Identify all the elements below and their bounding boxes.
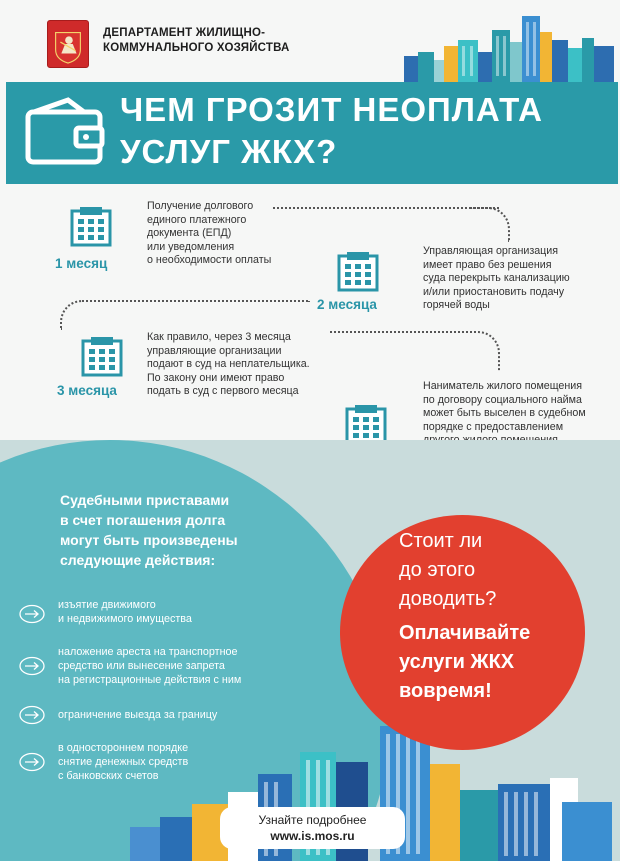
arrow-right-icon bbox=[18, 604, 46, 624]
cta-question bbox=[399, 527, 569, 614]
cta-line: услуги ЖКХ bbox=[399, 651, 515, 673]
action-item bbox=[58, 708, 318, 722]
text-line: о необходимости оплаты bbox=[147, 254, 272, 267]
city-skyline-top bbox=[400, 12, 618, 82]
page-title bbox=[120, 89, 600, 173]
text-line: По закону они имеют право bbox=[147, 371, 285, 384]
text-line: суда перекрыть канализацию bbox=[423, 272, 570, 285]
cta-line: Оплачивайте bbox=[399, 622, 531, 644]
step-3-text bbox=[147, 331, 332, 399]
text-line: может быть выселен в судебном bbox=[423, 407, 586, 420]
step-2-label: 2 месяца bbox=[317, 297, 377, 312]
step-3-label: 3 месяца bbox=[57, 383, 117, 398]
timeline-connector bbox=[330, 331, 500, 371]
department-line-1: ДЕПАРТАМЕНТ ЖИЛИЩНО- bbox=[103, 27, 266, 39]
text-line: единого платежного bbox=[147, 213, 247, 226]
text-line: горячей воды bbox=[423, 299, 490, 312]
action-line: средство или вынесение запрета bbox=[58, 660, 225, 672]
text-line: порядке с предоставлением bbox=[423, 420, 564, 433]
department-name bbox=[103, 26, 333, 56]
text-line: по договору социального найма bbox=[423, 393, 582, 406]
cta-line: доводить? bbox=[399, 588, 497, 610]
text-line: документа (ЕПД) bbox=[147, 227, 232, 240]
arrow-right-icon bbox=[18, 705, 46, 725]
timeline-connector bbox=[470, 207, 510, 242]
text-line: Наниматель жилого помещения bbox=[423, 380, 583, 392]
timeline-connector bbox=[60, 300, 310, 330]
heading-line: Судебными приставами bbox=[60, 492, 230, 508]
cta-line: Стоит ли bbox=[399, 530, 483, 552]
document-icon bbox=[70, 205, 112, 247]
bailiffs-heading bbox=[60, 490, 310, 570]
cta-line: до этого bbox=[399, 559, 476, 581]
action-line: снятие денежных средств bbox=[58, 756, 189, 768]
heading-line: в счет погашения долга bbox=[60, 512, 226, 528]
text-line: Как правило, через 3 месяца bbox=[147, 331, 291, 343]
action-line: ограничение выезда за границу bbox=[58, 709, 218, 721]
heading-line: могут быть произведены bbox=[60, 532, 238, 548]
text-line: и/или приостановить подачу bbox=[423, 285, 565, 298]
action-line: наложение ареста на транспортное bbox=[58, 646, 238, 658]
arrow-right-icon bbox=[18, 752, 46, 772]
arrow-right-icon bbox=[18, 656, 46, 676]
text-line: управляющие организации bbox=[147, 344, 282, 357]
step-2-text bbox=[423, 245, 603, 313]
learn-more-label: Узнайте подробнее bbox=[258, 813, 367, 827]
text-line: подать в суд с первого месяца bbox=[147, 385, 299, 398]
step-1-label: 1 месяц bbox=[55, 256, 108, 271]
department-line-2: КОММУНАЛЬНОГО ХОЗЯЙСТВА bbox=[103, 42, 290, 54]
document-icon bbox=[345, 403, 387, 445]
cta-call bbox=[399, 619, 574, 706]
action-item bbox=[58, 598, 288, 626]
text-line: подают в суд на неплательщика. bbox=[147, 358, 310, 371]
step-1-text bbox=[147, 200, 317, 268]
action-line: с банковских счетов bbox=[58, 770, 159, 782]
wallet-icon bbox=[24, 96, 106, 168]
title-line-1: ЧЕМ ГРОЗИТ НЕОПЛАТА bbox=[120, 91, 544, 128]
action-line: изъятие движимого bbox=[58, 599, 156, 611]
action-line: на регистрационные действия с ним bbox=[58, 674, 242, 686]
text-line: Управляющая организация bbox=[423, 245, 559, 257]
text-line: имеет право без решения bbox=[423, 258, 552, 271]
action-line: в одностороннем порядке bbox=[58, 742, 189, 754]
learn-more-box bbox=[220, 807, 405, 849]
heading-line: следующие действия: bbox=[60, 552, 216, 568]
document-icon bbox=[337, 250, 379, 292]
text-line: или уведомления bbox=[147, 240, 235, 253]
document-icon bbox=[81, 335, 123, 377]
cta-line: вовремя! bbox=[399, 680, 492, 702]
title-line-2: УСЛУГ ЖКХ? bbox=[120, 133, 338, 170]
text-line: Получение долгового bbox=[147, 200, 254, 212]
moscow-coat-of-arms-icon bbox=[47, 20, 89, 68]
website-link[interactable]: www.is.mos.ru bbox=[270, 829, 355, 843]
action-line: и недвижимого имущества bbox=[58, 613, 192, 625]
action-item bbox=[58, 645, 318, 687]
